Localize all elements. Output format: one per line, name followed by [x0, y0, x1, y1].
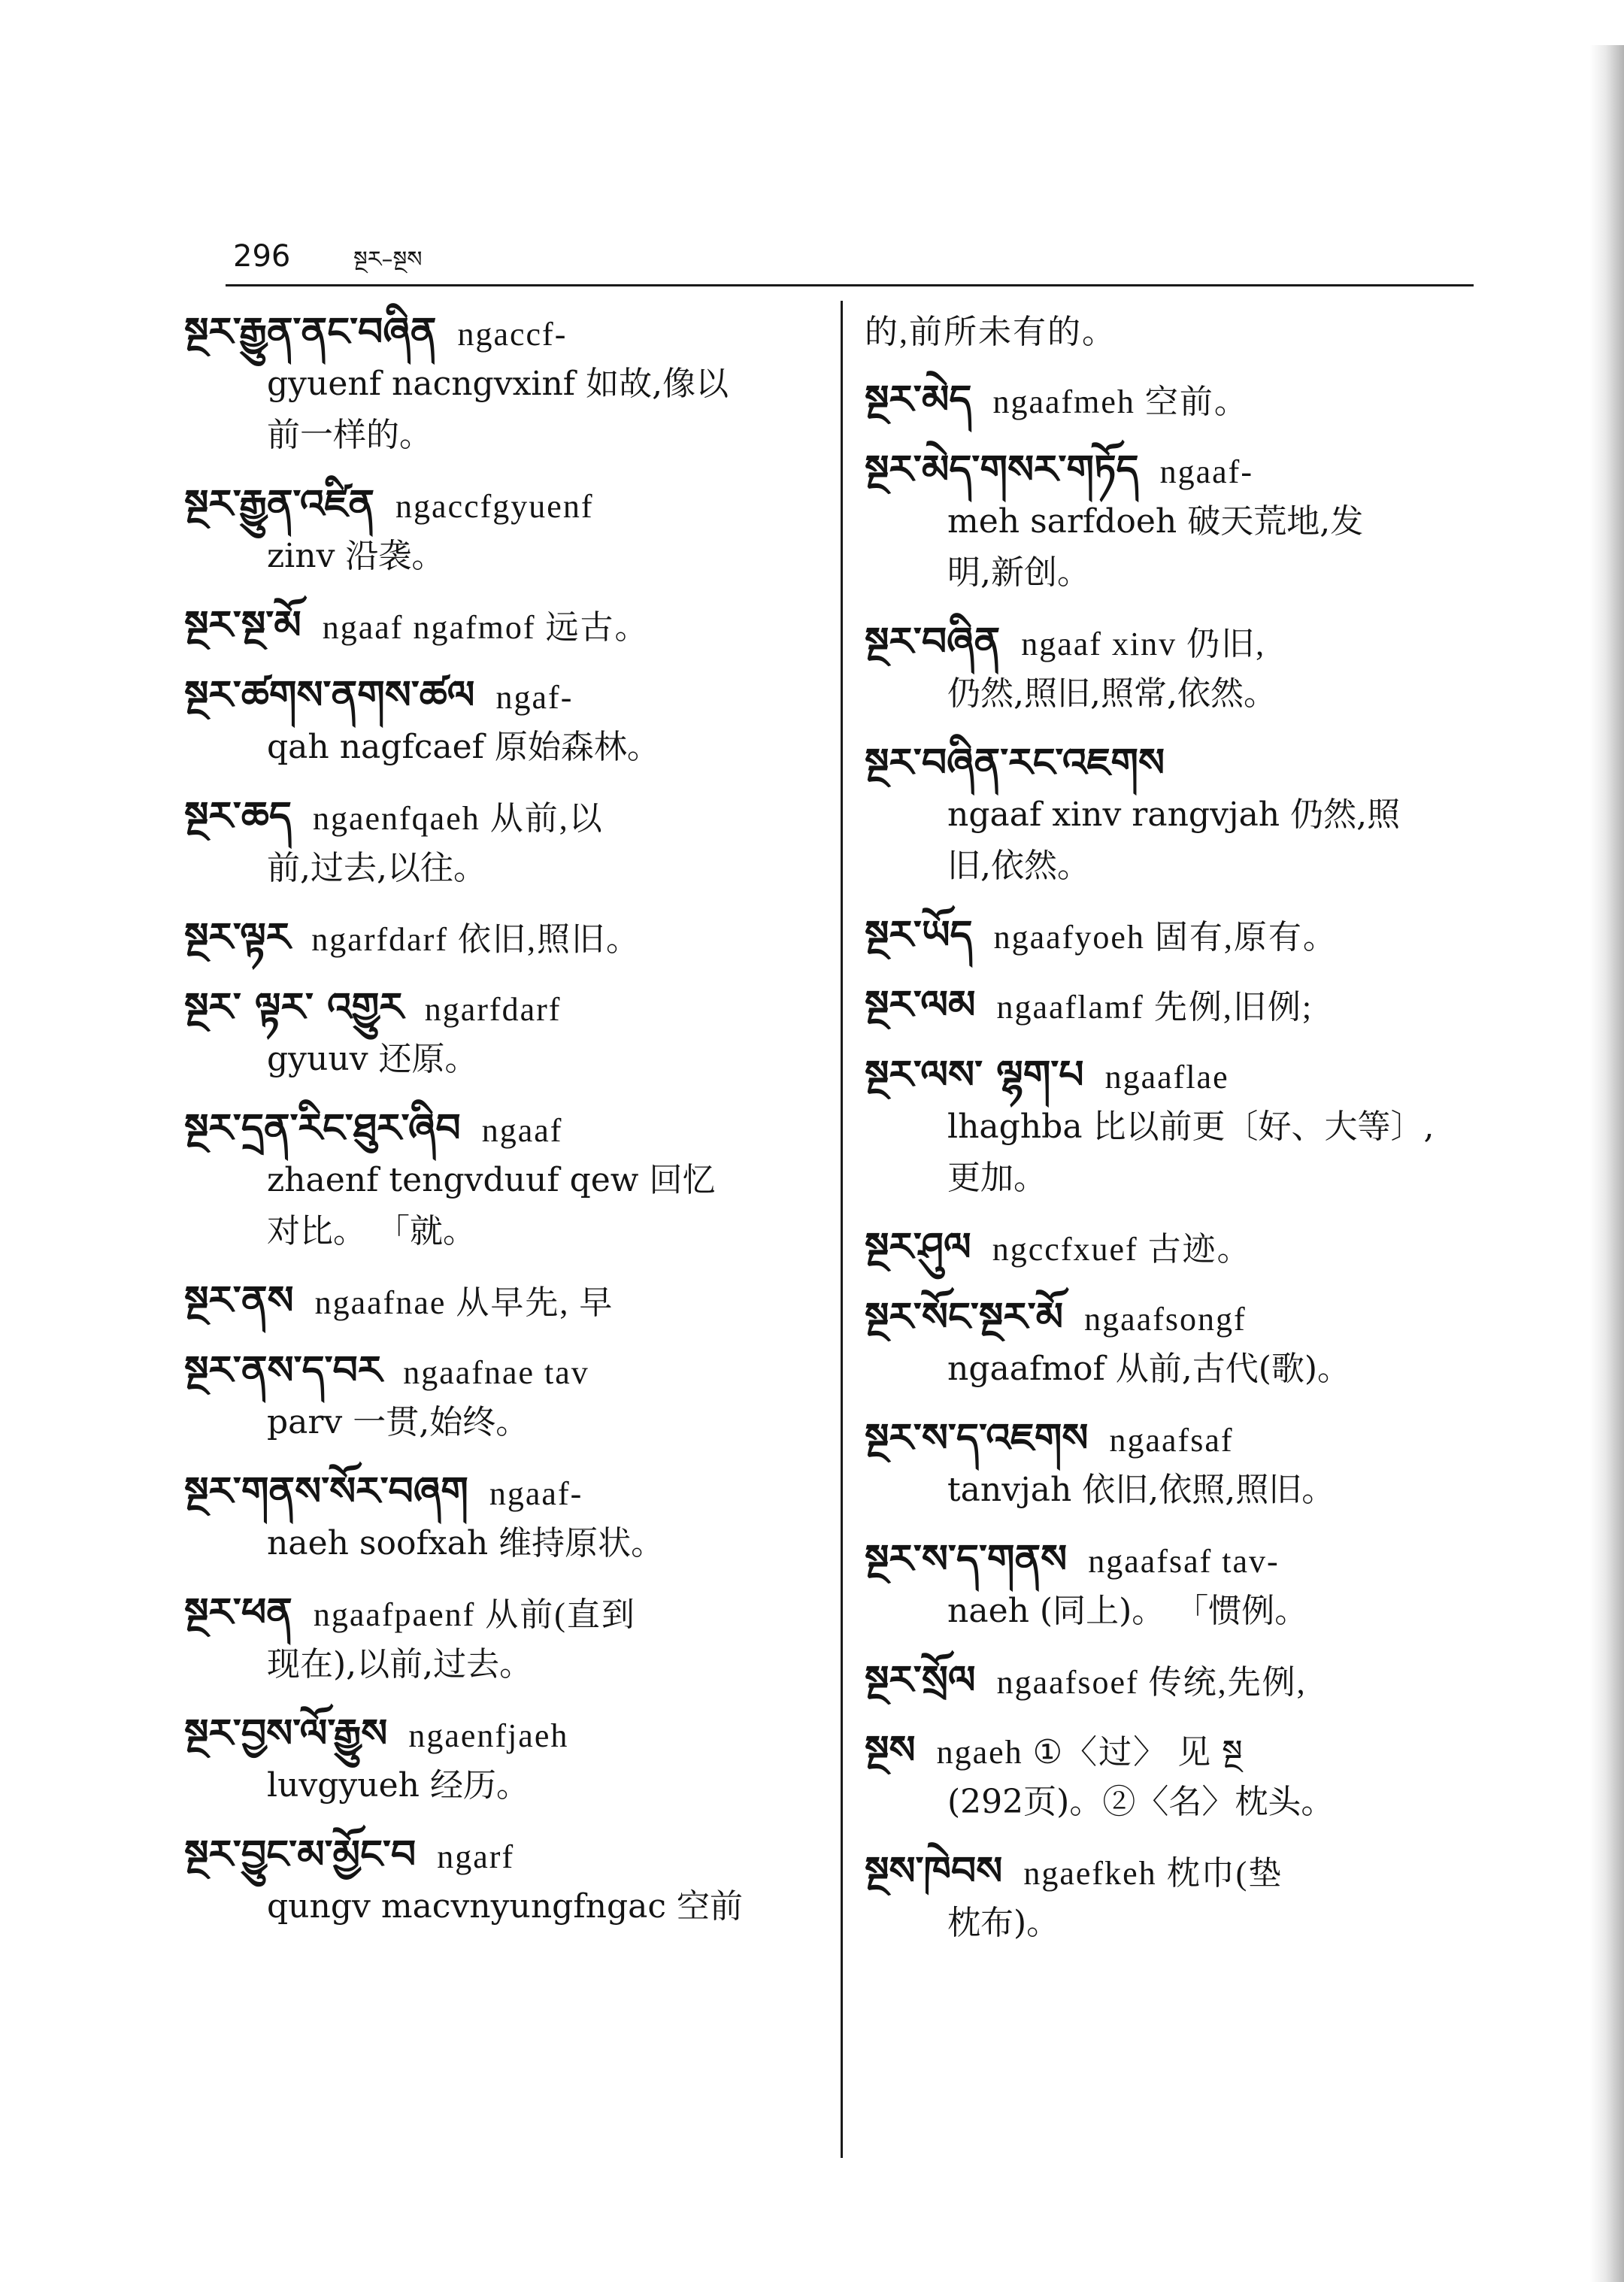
guide-word: སྔར–སྔས: [353, 247, 423, 273]
entry-headline: [865, 1847, 1496, 1898]
entry-headline: [865, 308, 1496, 356]
dictionary-entry: [865, 981, 1496, 1032]
entry-headline: [184, 914, 816, 964]
entry-continuation: zhaenf tengvduuf qew 回忆: [267, 1161, 716, 1199]
entry-continuation: naeh (同上)。 「惯例。: [947, 1592, 1308, 1630]
tibetan-headword: སྔར་ཕན: [184, 1590, 292, 1635]
entry-continuation: naeh soofxah 维持原状。: [267, 1524, 665, 1562]
dictionary-entry: [184, 602, 816, 652]
column-divider: [841, 301, 843, 2158]
left-column: [184, 308, 816, 1952]
entry-text: ngaafmeh 空前。: [992, 383, 1249, 420]
dictionary-entry: [865, 376, 1496, 426]
entry-headline: [865, 376, 1496, 426]
entry-headline: [865, 739, 1496, 789]
entry-text: ngaafsaf tav-: [1088, 1543, 1280, 1580]
dictionary-entry: [184, 1105, 816, 1257]
entry-continuation: zinv 沿袭。: [267, 537, 445, 575]
entry-text: ngaafsongf: [1084, 1301, 1247, 1338]
dictionary-entry: [184, 480, 816, 582]
entry-continuation: 枕布)。: [947, 1904, 1060, 1942]
entry-headline: [865, 1223, 1496, 1274]
tibetan-headword: སྔར་ཡོད: [865, 913, 973, 958]
dictionary-entry: [184, 671, 816, 773]
entry-continuation: 前,过去,以往。: [267, 849, 486, 887]
tibetan-headword: སྔར་བཞིན་རང་འཇགས: [865, 741, 1165, 786]
entry-continuation: gyuenf nacngvxinf 如故,像以: [267, 365, 729, 403]
tibetan-headword: སྔས་ཁེབས: [865, 1849, 1003, 1894]
dictionary-entry: [865, 1847, 1496, 1949]
tibetan-headword: སྔར་ནས་ད་བར: [184, 1348, 383, 1393]
entry-headline: [184, 1277, 816, 1327]
entry-headline: [865, 446, 1496, 496]
tibetan-headword: སྔར་ཤུལ: [865, 1225, 971, 1270]
tibetan-headword: སྔར་ ལྟར་ འགྱུར: [184, 985, 404, 1030]
tibetan-headword: སྔར་སྲོལ: [865, 1658, 976, 1703]
entry-continuation: ngaaf xinv rangvjah 仍然,照: [947, 796, 1401, 834]
entry-text: ngccfxuef 古迹。: [992, 1231, 1252, 1268]
entry-text: ngaaf-: [1159, 453, 1253, 490]
dictionary-entry: [865, 1223, 1496, 1274]
entry-continuation: 旧,依然。: [947, 847, 1090, 885]
entry-continuation: tanvjah 依旧,依照,照旧。: [947, 1471, 1335, 1509]
entry-headline: [184, 1589, 816, 1639]
tibetan-headword: སྔར་མེད: [865, 377, 972, 423]
entry-continuation: 前一样的。: [267, 416, 432, 454]
entry-continuation: parv 一贯,始终。: [267, 1403, 529, 1441]
entry-text: ngaf-: [495, 679, 574, 716]
tibetan-headword: སྔར་རྒྱུན་འཛིན: [184, 482, 375, 527]
dictionary-entry: [184, 1831, 816, 1932]
tibetan-headword: སྔར་ཚགས་ནགས་ཚལ: [184, 673, 475, 718]
entry-headline: [184, 792, 816, 843]
entry-text: ngaccf-: [457, 316, 568, 353]
tibetan-headword: སྔར་དྲན་རིང་ཐུར་ཞིབ: [184, 1106, 461, 1151]
page-number: 296: [233, 239, 291, 274]
entry-continuation: qungv macvnyungfngac 空前: [267, 1887, 743, 1926]
entry-headline: [865, 618, 1496, 668]
entry-continuation: 仍然,照旧,照常,依然。: [947, 674, 1277, 713]
entry-text: ngaafsaf: [1109, 1422, 1234, 1459]
entry-headline: [865, 1051, 1496, 1102]
entry-headline: [184, 1347, 816, 1397]
dictionary-entry: [184, 1468, 816, 1569]
right-column: [865, 308, 1496, 1968]
dictionary-entry: [184, 1710, 816, 1811]
dictionary-entry: [184, 914, 816, 964]
entry-text: ngaafpaenf 从前(直到: [313, 1596, 636, 1633]
entry-text: ngaafyoeh 固有,原有。: [993, 919, 1338, 956]
entry-headline: [184, 480, 816, 531]
entry-headline: [865, 1293, 1496, 1344]
entry-headline: [184, 1710, 816, 1760]
entry-text: ngaefkeh 枕巾(垫: [1023, 1855, 1283, 1892]
entry-text: ngaenfjaeh: [408, 1717, 569, 1754]
entry-continuation: 更加。: [947, 1159, 1047, 1197]
dictionary-entry: [865, 618, 1496, 720]
entry-headline: [865, 1726, 1496, 1777]
entry-headline: [865, 1414, 1496, 1465]
tibetan-headword: སྔར་ས་ད་གནས: [865, 1537, 1068, 1582]
entry-headline: [865, 1535, 1496, 1586]
dictionary-entry: [865, 1656, 1496, 1707]
dictionary-entry: [865, 1293, 1496, 1395]
dictionary-entry: [184, 308, 816, 461]
entry-text: ngaafsoef 传统,先例,: [996, 1664, 1307, 1701]
dictionary-entry: [865, 739, 1496, 892]
dictionary-entry: [184, 983, 816, 1085]
dictionary-entry: [865, 1726, 1496, 1828]
tibetan-headword: སྔར་གནས་སོར་བཞག: [184, 1469, 468, 1514]
tibetan-headword: སྔར་བྱུང་མ་མྱོང་བ: [184, 1832, 417, 1877]
tibetan-headword: སྔར་ལམ: [865, 983, 976, 1028]
tibetan-headword: སྔར་བྱས་ལོ་རྒྱུས: [184, 1711, 388, 1756]
dictionary-entry: [184, 1589, 816, 1690]
entry-headline: [184, 1105, 816, 1155]
tibetan-headword: སྔར་ལྟར: [184, 915, 291, 960]
entry-headline: [184, 602, 816, 652]
entry-text: ngaaflae: [1104, 1059, 1229, 1096]
entry-continuation: lhaghba 比以前更〔好、大等〕,: [947, 1108, 1435, 1146]
dictionary-entry: [865, 446, 1496, 599]
tibetan-headword: སྔར་རྒྱུན་ནང་བཞིན: [184, 310, 437, 355]
entry-text: ngarf: [437, 1838, 515, 1875]
dictionary-entry: [184, 792, 816, 894]
entry-continuation: luvgyueh 经历。: [267, 1766, 529, 1805]
entry-continuation: (292页)。②〈名〉枕头。: [947, 1783, 1335, 1821]
dictionary-entry: [865, 308, 1496, 356]
tibetan-headword: སྔར་ལས་ ལྷག་པ: [865, 1053, 1084, 1098]
entry-text: ngaaf xinv 仍旧,: [1021, 626, 1266, 662]
entry-text: ngaaf: [481, 1112, 563, 1149]
header-rule: [226, 284, 1474, 286]
entry-headline: [184, 671, 816, 722]
dictionary-entry: [865, 1414, 1496, 1516]
tibetan-headword: སྔར་མེད་གསར་གཏོད: [865, 447, 1139, 492]
entry-headline: [184, 983, 816, 1034]
entry-text: ngaccfgyuenf: [395, 488, 594, 525]
tibetan-headword: སྔས: [865, 1728, 916, 1773]
tibetan-headword: སྔར་ས་ད་འཇགས: [865, 1416, 1089, 1461]
entry-text: ngaenfqaeh 从前,以: [312, 800, 604, 837]
tibetan-headword: སྔར་སྔ་མོ: [184, 603, 301, 648]
entry-headline: [865, 1656, 1496, 1707]
dictionary-entry: [865, 911, 1496, 962]
tibetan-headword: སྔར་བཞིན: [865, 620, 1001, 665]
dictionary-entry: [865, 1535, 1496, 1637]
entry-continuation: 对比。 「就。: [267, 1212, 476, 1250]
entry-headline: [184, 308, 816, 359]
entry-continuation: 明,新创。: [947, 553, 1090, 592]
entry-continuation: 现在),以前,过去。: [267, 1645, 533, 1683]
entry-continuation: meh sarfdoeh 破天荒地,发: [947, 502, 1364, 541]
entry-text: 的,前所未有的。: [865, 314, 1116, 350]
entry-headline: [184, 1468, 816, 1518]
entry-headline: [865, 911, 1496, 962]
dictionary-entry: [184, 1347, 816, 1448]
entry-text: ngaafnae tav: [403, 1354, 589, 1391]
entry-text: ngarfdarf: [424, 991, 562, 1028]
page-edge-shadow: [1590, 45, 1624, 2282]
tibetan-headword: སྔར་ཆད: [184, 794, 292, 839]
entry-headline: [184, 1831, 816, 1881]
tibetan-headword: སྔར་ནས: [184, 1278, 294, 1323]
entry-text: ngaaf-: [489, 1475, 583, 1512]
tibetan-headword: སྔར་སོང་སྔར་མོ: [865, 1295, 1064, 1340]
entry-text: ngaeh ①〈过〉 见 སྔ: [936, 1734, 1244, 1771]
entry-headline: [865, 981, 1496, 1032]
dictionary-entry: [865, 1051, 1496, 1204]
entry-text: ngaaf ngafmof 远古。: [322, 609, 650, 646]
entry-text: ngarfdarf 依旧,照旧。: [311, 921, 641, 958]
entry-text: ngaafnae 从早先, 早: [314, 1284, 614, 1321]
entry-continuation: qah nagfcaef 原始森林。: [267, 728, 660, 766]
dictionary-entry: [184, 1277, 816, 1327]
entry-continuation: gyuuv 还原。: [267, 1040, 478, 1078]
entry-continuation: ngaafmof 从前,古代(歌)。: [947, 1350, 1351, 1388]
entry-text: ngaaflamf 先例,旧例;: [996, 989, 1313, 1026]
